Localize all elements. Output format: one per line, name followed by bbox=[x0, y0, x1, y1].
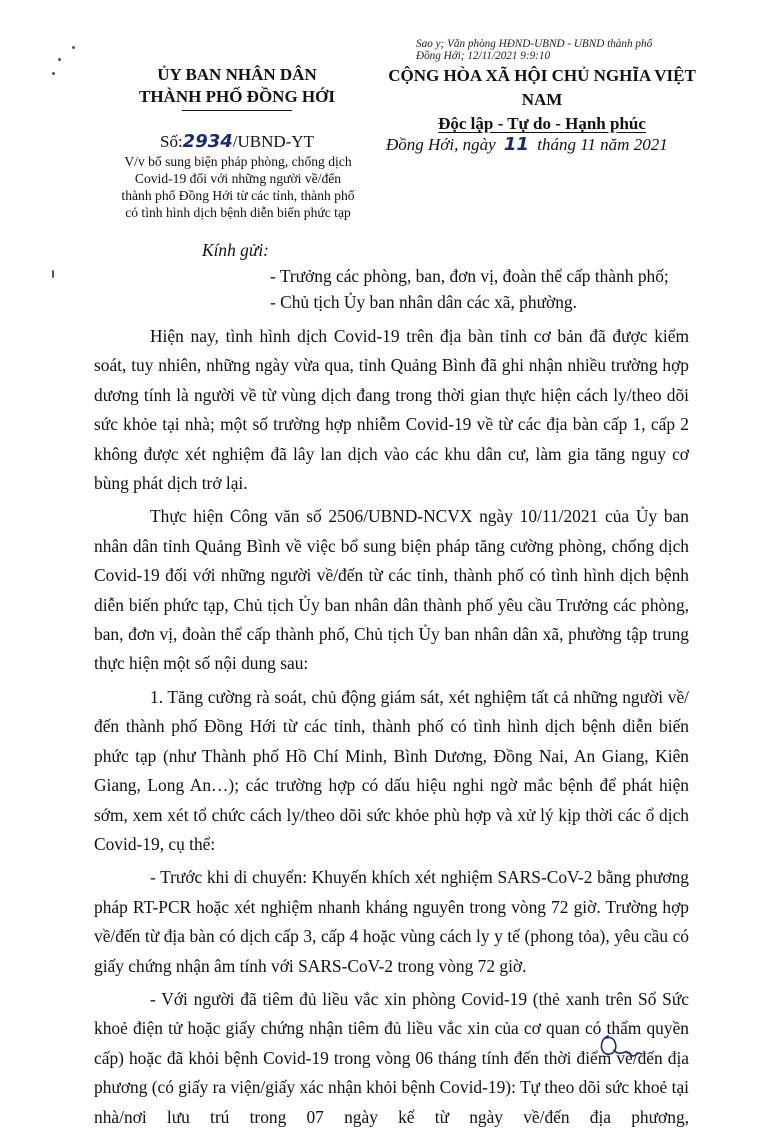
scan-speck bbox=[52, 270, 54, 278]
body-paragraph: - Với người đã tiêm đủ liều vắc xin phòng Covid-19 (thẻ xanh trên Sổ Sức khoẻ điện tử hoặc giấy chứng nhận tiêm đủ liều vắc xin của cơ quan có thẩm quyền cấp) hoặc đã khỏi bệnh Covid-19 trong vòng 06 tháng tính đến thời điểm về/đến địa phương (có giấy ra viện/giấy xác nhận khỏi bệnh Covid-19): Tự theo dõi sức khoẻ tại nhà/nơi lưu trú trong 07 ngày kể từ ngày về/đến địa phương, bbox=[94, 988, 689, 1127]
document-number bbox=[104, 131, 370, 152]
recipient-item: - Trưởng các phòng, ban, đơn vị, đoàn thể cấp thành phố; bbox=[270, 266, 669, 286]
body-paragraph: Hiện nay, tình hình dịch Covid-19 trên địa bàn tỉnh cơ bản đã được kiểm soát, tuy nhiên, những ngày vừa qua, tỉnh Quảng Bình đã ghi nhận nhiều trường hợp dương tính là người về từ vùng dịch đang trong thời gian thực hiện cách ly/theo dõi sức khỏe tại nhà; một số trường hợp nhiễm Covid-19 về từ các địa bàn cấp 1, cấp 2 không được xét nghiệm đã lây lan dịch vào các khu dân cư, làm gia tăng nguy cơ bùng phát dịch trở lại. bbox=[94, 326, 689, 494]
document-body bbox=[94, 322, 689, 1132]
body-paragraph: - Trước khi di chuyển: Khuyến khích xét nghiệm SARS-CoV-2 bằng phương pháp RT-PCR hoặc xét nghiệm nhanh kháng nguyên trong vòng 72 giờ. Trường hợp về/đến từ địa bàn có dịch cấp 3, cấp 4 hoặc vùng cách ly y tế (phong tỏa), yêu cầu có giấy chứng nhận âm tính với SARS-CoV-2 trong vòng 72 giờ. bbox=[94, 867, 689, 976]
body-paragraph: 1. Tăng cường rà soát, chủ động giám sát, xét nghiệm tất cả những người về/đến thành phố Đồng Hới từ các tỉnh, thành phố có tình hình dịch bệnh diễn biến phức tạp (như Thành phố Hồ Chí Minh, Bình Dương, Đồng Nai, An Giang, Kiên Giang, Long An…); các trường hợp có dấu hiệu nghi ngờ mắc bệnh để phát hiện sớm, xem xét tổ chức cách ly/theo dõi sức khỏe phù hợp và xử lý kịp thời các ổ dịch Covid-19, cụ thể: bbox=[94, 686, 689, 854]
recipient-item: - Chủ tịch Ủy ban nhân dân các xã, phường. bbox=[270, 292, 577, 312]
national-motto: Độc lập - Tự do - Hạnh phúc bbox=[438, 114, 646, 133]
date-day-handwritten: 11 bbox=[503, 134, 529, 155]
issuer-heading bbox=[104, 64, 370, 111]
body-paragraph: Thực hiện Công văn số 2506/UBND-NCVX ngày 10/11/2021 của Ủy ban nhân dân tỉnh Quảng Bình về việc bổ sung biện pháp tăng cường phòng, chống dịch Covid-19 đối với những người về/đến từ các tỉnh, thành phố có tình hình dịch bệnh diễn biến phức tạp, Chủ tịch Ủy ban nhân dân thành phố yêu cầu Trưởng các phòng, ban, đơn vị, đoàn thể cấp thành phố, Chủ tịch Ủy ban nhân dân xã, phường tập trung thực hiện một số nội dung sau: bbox=[94, 506, 689, 674]
doc-number-prefix: Số: bbox=[159, 132, 183, 151]
copy-note-line-2: Đồng Hới; 12/11/2021 9:9:10 bbox=[416, 50, 551, 62]
document-subject bbox=[98, 153, 378, 221]
subject-line-4: có tình hình dịch bệnh diễn biến phức tạp bbox=[125, 205, 351, 220]
scan-speck bbox=[72, 46, 75, 49]
issuer-line-2: THÀNH PHỐ ĐỒNG HỚI bbox=[139, 87, 335, 106]
subject-line-2: Covid-19 đối với những người về/đến bbox=[134, 171, 342, 186]
date-suffix: tháng 11 năm 2021 bbox=[537, 135, 668, 154]
subject-line-3: thành phố Đồng Hới từ các tỉnh, thành phố bbox=[121, 188, 355, 203]
copy-note-line-1: Sao y; Văn phòng HĐND-UBND - UBND thành phố bbox=[416, 38, 653, 50]
issuer-underline bbox=[182, 110, 292, 111]
subject-line-1: V/v bổ sung biện pháp phòng, chống dịch bbox=[124, 154, 352, 169]
doc-number-handwritten: 2934 bbox=[182, 131, 233, 152]
national-title: CỘNG HÒA XÃ HỘI CHỦ NGHĨA VIỆT NAM bbox=[388, 66, 696, 109]
scan-speck bbox=[52, 72, 55, 75]
copy-certification-note bbox=[416, 38, 706, 62]
national-heading bbox=[366, 64, 718, 136]
doc-number-suffix: /UBND-YT bbox=[232, 132, 314, 151]
handwritten-initial bbox=[594, 1026, 644, 1064]
scan-speck bbox=[58, 58, 61, 61]
issuer-line-1: ỦY BAN NHÂN DÂN bbox=[157, 65, 317, 84]
greeting: Kính gửi: bbox=[202, 240, 269, 260]
date-prefix: Đồng Hới, ngày bbox=[386, 135, 496, 154]
date-line bbox=[386, 134, 716, 155]
